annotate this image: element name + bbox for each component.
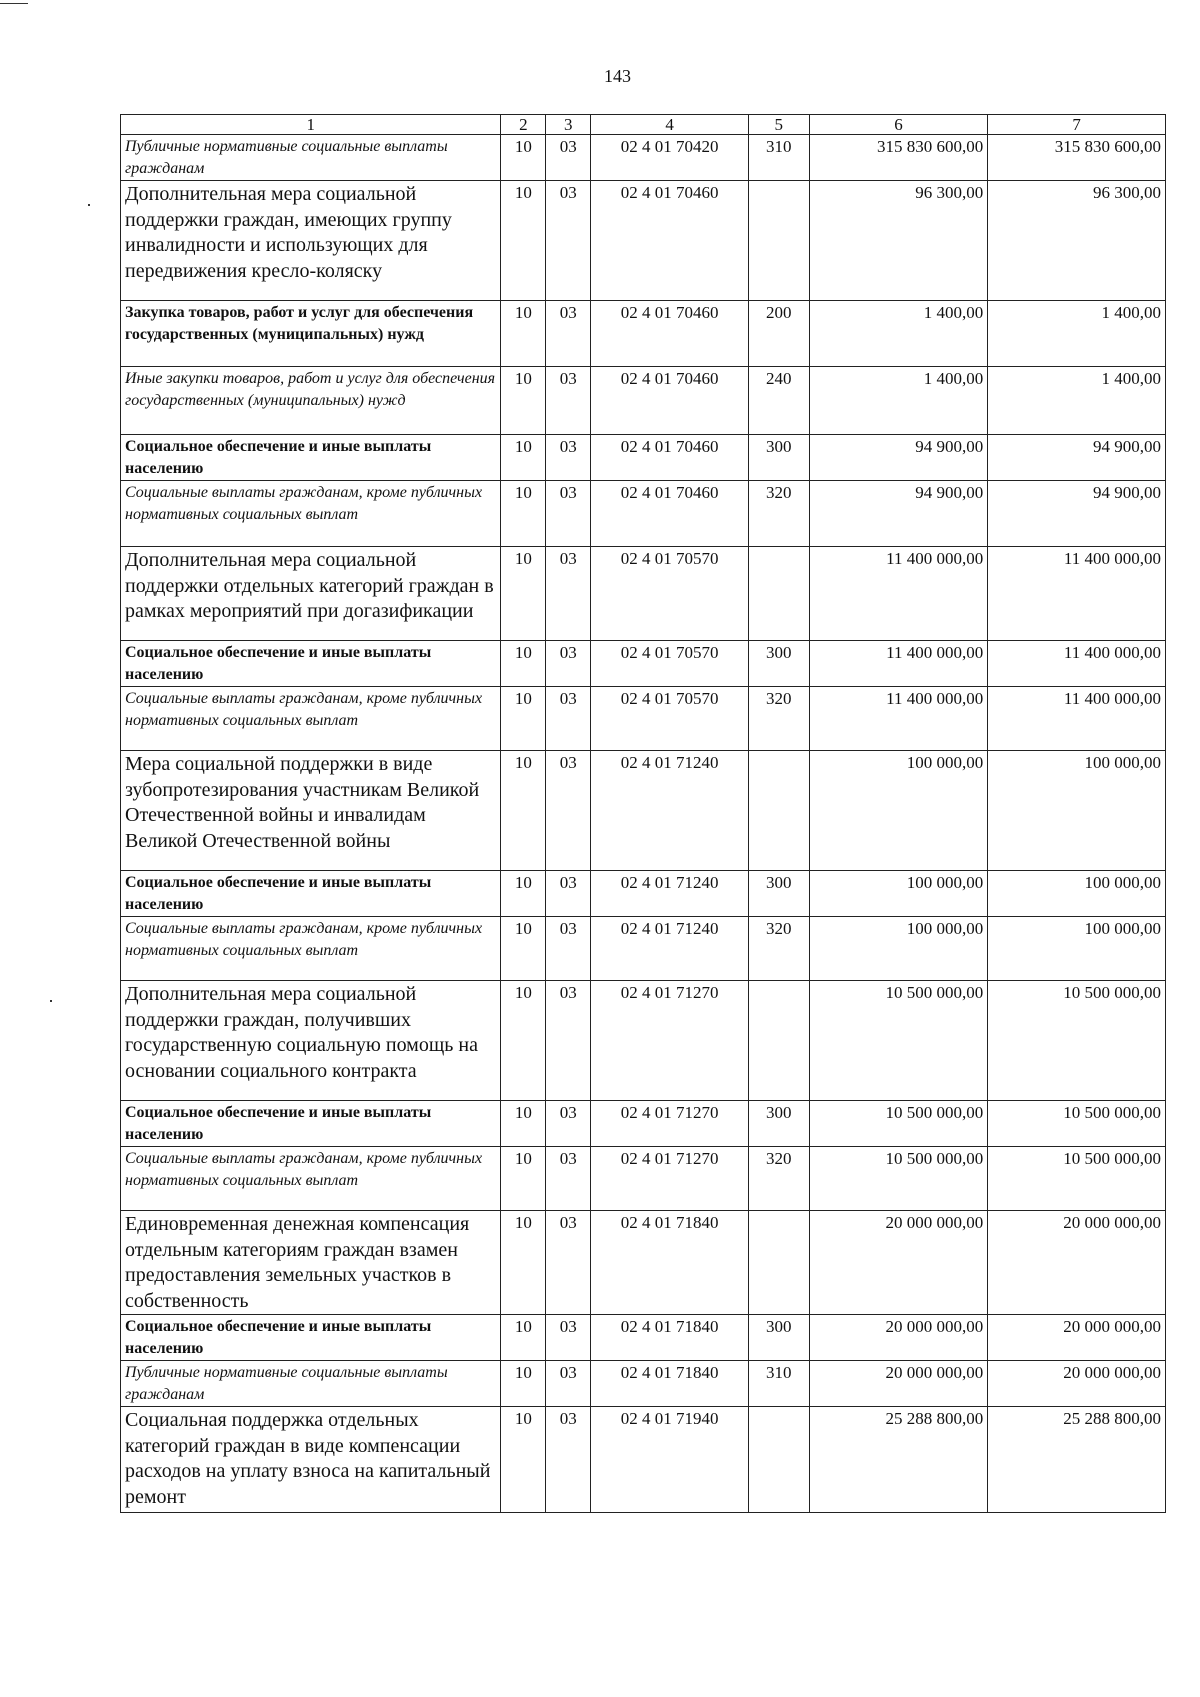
table-row	[121, 981, 1166, 1101]
row-name: Публичные нормативные социальные выплаты гражданам	[121, 1361, 501, 1407]
amount-year-2: 10 500 000,00	[988, 1101, 1166, 1147]
section-code: 10	[501, 367, 546, 435]
expense-type-code	[749, 181, 810, 301]
expense-type-code: 310	[749, 1361, 810, 1407]
column-header: 2	[501, 115, 546, 135]
expense-type-code: 300	[749, 871, 810, 917]
amount-year-1: 11 400 000,00	[809, 687, 988, 751]
column-header: 3	[546, 115, 591, 135]
table-row	[121, 481, 1166, 547]
column-header: 6	[809, 115, 988, 135]
subsection-code: 03	[546, 547, 591, 641]
expense-type-code: 310	[749, 135, 810, 181]
column-header: 7	[988, 115, 1166, 135]
amount-year-1: 100 000,00	[809, 917, 988, 981]
amount-year-1: 94 900,00	[809, 435, 988, 481]
target-item-code: 02 4 01 70570	[591, 547, 749, 641]
amount-year-1: 11 400 000,00	[809, 547, 988, 641]
table-row	[121, 135, 1166, 181]
subsection-code: 03	[546, 481, 591, 547]
section-code: 10	[501, 981, 546, 1101]
amount-year-2: 94 900,00	[988, 435, 1166, 481]
expense-type-code: 200	[749, 301, 810, 367]
amount-year-1: 10 500 000,00	[809, 1147, 988, 1211]
subsection-code: 03	[546, 641, 591, 687]
target-item-code: 02 4 01 71270	[591, 981, 749, 1101]
amount-year-1: 315 830 600,00	[809, 135, 988, 181]
row-name: Социальные выплаты гражданам, кроме публичных нормативных социальных выплат	[121, 481, 501, 547]
section-code: 10	[501, 1315, 546, 1361]
expense-type-code: 240	[749, 367, 810, 435]
row-name: Дополнительная мера социальной поддержки отдельных категорий граждан в рамках мероприятий при догазификации	[121, 547, 501, 641]
table-row	[121, 687, 1166, 751]
row-name: Социальное обеспечение и иные выплаты населению	[121, 1315, 501, 1361]
section-code: 10	[501, 1147, 546, 1211]
amount-year-2: 20 000 000,00	[988, 1361, 1166, 1407]
subsection-code: 03	[546, 301, 591, 367]
section-code: 10	[501, 917, 546, 981]
table-row	[121, 1101, 1166, 1147]
section-code: 10	[501, 641, 546, 687]
page-number: 143	[604, 66, 631, 86]
table-row	[121, 1407, 1166, 1513]
target-item-code: 02 4 01 70460	[591, 301, 749, 367]
subsection-code: 03	[546, 435, 591, 481]
table-row	[121, 301, 1166, 367]
table-row	[121, 917, 1166, 981]
expense-type-code	[749, 1211, 810, 1315]
subsection-code: 03	[546, 751, 591, 871]
target-item-code: 02 4 01 71840	[591, 1211, 749, 1315]
target-item-code: 02 4 01 70420	[591, 135, 749, 181]
expense-type-code: 320	[749, 1147, 810, 1211]
scan-artifact	[88, 204, 90, 206]
amount-year-1: 94 900,00	[809, 481, 988, 547]
expense-type-code: 300	[749, 1315, 810, 1361]
amount-year-2: 1 400,00	[988, 301, 1166, 367]
amount-year-1: 20 000 000,00	[809, 1361, 988, 1407]
target-item-code: 02 4 01 71240	[591, 751, 749, 871]
amount-year-2: 315 830 600,00	[988, 135, 1166, 181]
row-name: Социальное обеспечение и иные выплаты населению	[121, 871, 501, 917]
table-row	[121, 871, 1166, 917]
expense-type-code: 320	[749, 917, 810, 981]
column-header: 5	[749, 115, 810, 135]
budget-table	[120, 114, 1166, 1513]
amount-year-1: 11 400 000,00	[809, 641, 988, 687]
target-item-code: 02 4 01 70460	[591, 181, 749, 301]
scan-artifact	[50, 1000, 52, 1002]
target-item-code: 02 4 01 71240	[591, 917, 749, 981]
subsection-code: 03	[546, 917, 591, 981]
table-row	[121, 1361, 1166, 1407]
target-item-code: 02 4 01 70570	[591, 687, 749, 751]
section-code: 10	[501, 1361, 546, 1407]
target-item-code: 02 4 01 70460	[591, 435, 749, 481]
table-row	[121, 751, 1166, 871]
target-item-code: 02 4 01 70460	[591, 481, 749, 547]
subsection-code: 03	[546, 981, 591, 1101]
section-code: 10	[501, 751, 546, 871]
section-code: 10	[501, 1407, 546, 1513]
subsection-code: 03	[546, 367, 591, 435]
amount-year-2: 100 000,00	[988, 917, 1166, 981]
amount-year-2: 1 400,00	[988, 367, 1166, 435]
expense-type-code: 320	[749, 481, 810, 547]
subsection-code: 03	[546, 135, 591, 181]
target-item-code: 02 4 01 71240	[591, 871, 749, 917]
table-row	[121, 435, 1166, 481]
section-code: 10	[501, 1101, 546, 1147]
expense-type-code	[749, 547, 810, 641]
target-item-code: 02 4 01 70460	[591, 367, 749, 435]
amount-year-1: 25 288 800,00	[809, 1407, 988, 1513]
target-item-code: 02 4 01 71270	[591, 1147, 749, 1211]
expense-type-code	[749, 981, 810, 1101]
amount-year-2: 25 288 800,00	[988, 1407, 1166, 1513]
amount-year-2: 11 400 000,00	[988, 687, 1166, 751]
amount-year-2: 100 000,00	[988, 751, 1166, 871]
section-code: 10	[501, 547, 546, 641]
amount-year-1: 100 000,00	[809, 871, 988, 917]
row-name: Социальная поддержка отдельных категорий граждан в виде компенсации расходов на уплату взноса на капитальный ремонт	[121, 1407, 501, 1513]
amount-year-1: 96 300,00	[809, 181, 988, 301]
section-code: 10	[501, 871, 546, 917]
target-item-code: 02 4 01 71840	[591, 1315, 749, 1361]
target-item-code: 02 4 01 71840	[591, 1361, 749, 1407]
subsection-code: 03	[546, 871, 591, 917]
section-code: 10	[501, 481, 546, 547]
row-name: Социальные выплаты гражданам, кроме публичных нормативных социальных выплат	[121, 1147, 501, 1211]
column-header: 1	[121, 115, 501, 135]
table-body	[121, 135, 1166, 1513]
amount-year-2: 20 000 000,00	[988, 1315, 1166, 1361]
row-name: Дополнительная мера социальной поддержки граждан, имеющих группу инвалидности и использующих для передвижения кресло-коляску	[121, 181, 501, 301]
scan-artifact	[0, 3, 28, 4]
amount-year-2: 10 500 000,00	[988, 981, 1166, 1101]
subsection-code: 03	[546, 1361, 591, 1407]
table-row	[121, 641, 1166, 687]
amount-year-2: 94 900,00	[988, 481, 1166, 547]
subsection-code: 03	[546, 1147, 591, 1211]
subsection-code: 03	[546, 1101, 591, 1147]
expense-type-code	[749, 1407, 810, 1513]
section-code: 10	[501, 435, 546, 481]
target-item-code: 02 4 01 71270	[591, 1101, 749, 1147]
row-name: Социальное обеспечение и иные выплаты населению	[121, 435, 501, 481]
subsection-code: 03	[546, 1315, 591, 1361]
subsection-code: 03	[546, 1211, 591, 1315]
section-code: 10	[501, 301, 546, 367]
amount-year-1: 100 000,00	[809, 751, 988, 871]
subsection-code: 03	[546, 1407, 591, 1513]
row-name: Социальные выплаты гражданам, кроме публичных нормативных социальных выплат	[121, 687, 501, 751]
expense-type-code: 300	[749, 641, 810, 687]
amount-year-1: 10 500 000,00	[809, 981, 988, 1101]
amount-year-1: 10 500 000,00	[809, 1101, 988, 1147]
column-numbers-row	[121, 115, 1166, 135]
table-row	[121, 181, 1166, 301]
table-row	[121, 1315, 1166, 1361]
expense-type-code: 300	[749, 435, 810, 481]
table-row	[121, 367, 1166, 435]
amount-year-2: 10 500 000,00	[988, 1147, 1166, 1211]
section-code: 10	[501, 135, 546, 181]
amount-year-1: 20 000 000,00	[809, 1211, 988, 1315]
amount-year-2: 11 400 000,00	[988, 641, 1166, 687]
target-item-code: 02 4 01 71940	[591, 1407, 749, 1513]
amount-year-1: 20 000 000,00	[809, 1315, 988, 1361]
expense-type-code: 300	[749, 1101, 810, 1147]
row-name: Социальное обеспечение и иные выплаты населению	[121, 641, 501, 687]
row-name: Дополнительная мера социальной поддержки граждан, получивших государственную социальную помощь на основании социального контракта	[121, 981, 501, 1101]
row-name: Закупка товаров, работ и услуг для обеспечения государственных (муниципальных) нужд	[121, 301, 501, 367]
section-code: 10	[501, 687, 546, 751]
row-name: Публичные нормативные социальные выплаты гражданам	[121, 135, 501, 181]
row-name: Мера социальной поддержки в виде зубопротезирования участникам Великой Отечественной войны и инвалидам Великой Отечественной войны	[121, 751, 501, 871]
amount-year-1: 1 400,00	[809, 301, 988, 367]
row-name: Иные закупки товаров, работ и услуг для обеспечения государственных (муниципальных) нужд	[121, 367, 501, 435]
expense-type-code: 320	[749, 687, 810, 751]
table-row	[121, 547, 1166, 641]
amount-year-2: 11 400 000,00	[988, 547, 1166, 641]
table-row	[121, 1211, 1166, 1315]
section-code: 10	[501, 1211, 546, 1315]
subsection-code: 03	[546, 181, 591, 301]
row-name: Социальные выплаты гражданам, кроме публичных нормативных социальных выплат	[121, 917, 501, 981]
row-name: Социальное обеспечение и иные выплаты населению	[121, 1101, 501, 1147]
expense-type-code	[749, 751, 810, 871]
table-row	[121, 1147, 1166, 1211]
subsection-code: 03	[546, 687, 591, 751]
amount-year-1: 1 400,00	[809, 367, 988, 435]
row-name: Единовременная денежная компенсация отдельным категориям граждан взамен предоставления земельных участков в собственность	[121, 1211, 501, 1315]
section-code: 10	[501, 181, 546, 301]
amount-year-2: 100 000,00	[988, 871, 1166, 917]
column-header: 4	[591, 115, 749, 135]
amount-year-2: 96 300,00	[988, 181, 1166, 301]
target-item-code: 02 4 01 70570	[591, 641, 749, 687]
amount-year-2: 20 000 000,00	[988, 1211, 1166, 1315]
